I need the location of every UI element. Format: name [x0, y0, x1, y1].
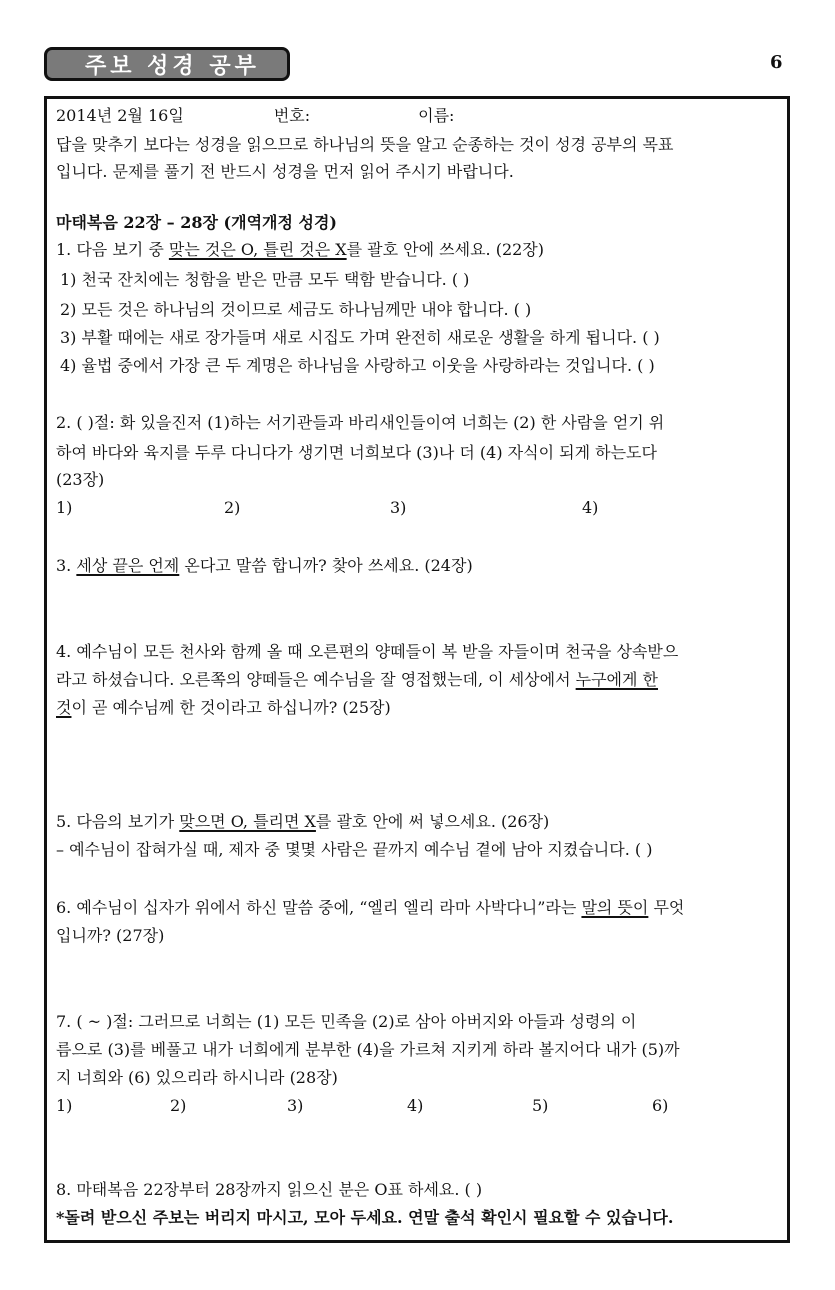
q3-pre: 3.	[56, 556, 77, 575]
q5-emphasis: 맞으면 O, 틀리면 X	[179, 812, 316, 831]
q2-line-1: 2. ( )절: 화 있을진저 (1)하는 서기관들과 바리새인들이여 너희는 (2) 한 사람을 얻기 위	[56, 413, 665, 432]
q2-answer-3: 3)	[390, 498, 407, 517]
number-label: 번호:	[273, 106, 311, 125]
q1-item-3: 3) 부활 때에는 새로 장가들며 새로 시집도 가며 완전히 새로운 생활을 하게 됩니다. ( )	[60, 328, 660, 347]
q2-answer-4: 4)	[582, 498, 599, 517]
q4-emphasis-cont: 것	[56, 698, 72, 717]
q4-line-3-text: 이 곧 예수님께 한 것이라고 하십니까? (25장)	[71, 698, 391, 717]
q6-emphasis: 말의 뜻이	[581, 898, 649, 917]
intro-line-2: 입니다. 문제를 풀기 전 반드시 성경을 먼저 읽어 주시기 바랍니다.	[56, 162, 514, 181]
q5-item: – 예수님이 잡혀가실 때, 제자 중 몇몇 사람은 끝까지 예수님 곁에 남아 지켰습니다. ( )	[56, 840, 653, 859]
q7-line-1: 7. ( ~ )절: 그러므로 너희는 (1) 모든 민족을 (2)로 삼아 아버지와 아들과 성령의 이	[56, 1012, 637, 1031]
question-6	[56, 898, 684, 918]
q1-item-2: 2) 모든 것은 하나님의 것이므로 세금도 하나님께만 내야 합니다. ( )	[60, 300, 532, 319]
q6-post: 무엇	[648, 898, 685, 917]
q2-line-2: 하여 바다와 육지를 두루 다니다가 생기면 너희보다 (3)나 더 (4) 자식이 되게 하는도다	[56, 443, 657, 462]
question-5	[56, 812, 549, 832]
q4-line-3	[56, 698, 391, 718]
footer-note: *돌려 받으신 주보는 버리지 마시고, 모아 두세요. 연말 출석 확인시 필요할 수 있습니다.	[56, 1208, 674, 1227]
q7-answer-1: 1)	[56, 1096, 73, 1115]
intro-line-1: 답을 맞추기 보다는 성경을 읽으므로 하나님의 뜻을 알고 순종하는 것이 성경 공부의 목표	[56, 135, 674, 154]
q4-emphasis: 누구에게 한	[575, 670, 659, 689]
page-number: 6	[770, 52, 783, 73]
q7-answer-4: 4)	[407, 1096, 424, 1115]
question-3	[56, 556, 473, 576]
q7-line-2: 름으로 (3)를 베풀고 내가 너희에게 분부한 (4)을 가르쳐 지키게 하라 볼지어다 내가 (5)까	[56, 1040, 680, 1059]
name-label: 이름:	[418, 106, 455, 125]
q2-answer-2: 2)	[224, 498, 241, 517]
q2-line-3: (23장)	[56, 470, 105, 489]
q1-post: 를 괄호 안에 쓰세요. (22장)	[346, 240, 545, 259]
q5-post: 를 괄호 안에 써 넣으세요. (26장)	[315, 812, 550, 831]
q3-emphasis: 세상 끝은 언제	[76, 556, 180, 575]
q7-answer-3: 3)	[287, 1096, 304, 1115]
q5-pre: 5. 다음의 보기가	[56, 812, 180, 831]
title-text: 주보 성경 공부	[85, 53, 260, 79]
q7-answer-6: 6)	[652, 1096, 669, 1115]
question-1	[56, 240, 544, 260]
q3-post: 온다고 말씀 합니까? 찾아 쓰세요. (24장)	[179, 556, 473, 575]
q4-line-1: 4. 예수님이 모든 천사와 함께 올 때 오른편의 양떼들이 복 받을 자들이며 천국을 상속받으	[56, 642, 679, 661]
info-line	[56, 106, 454, 126]
q6-line-2: 입니까? (27장)	[56, 926, 165, 945]
q1-item-4: 4) 율법 중에서 가장 큰 두 계명은 하나님을 사랑하고 이웃을 사랑하라는 것입니다. ( )	[60, 356, 655, 375]
q6-pre: 6. 예수님이 십자가 위에서 하신 말씀 중에, “엘리 엘리 라마 사박다니”라는	[56, 898, 582, 917]
q1-pre: 1. 다음 보기 중	[56, 240, 169, 259]
q4-line-2-text: 라고 하셨습니다. 오른쪽의 양떼들은 예수님을 잘 영접했는데, 이 세상에서	[56, 670, 576, 689]
q1-item-1: 1) 천국 잔치에는 청함을 받은 만큼 모두 택함 받습니다. ( )	[60, 270, 470, 289]
q7-line-3: 지 너희와 (6) 있으리라 하시니라 (28장)	[56, 1068, 338, 1087]
q1-emphasis: 맞는 것은 O, 틀린 것은 X	[168, 240, 347, 259]
page-title	[44, 47, 290, 81]
q7-answer-2: 2)	[170, 1096, 187, 1115]
q7-answer-5: 5)	[532, 1096, 549, 1115]
q4-line-2	[56, 670, 658, 690]
question-8: 8. 마태복음 22장부터 28장까지 읽으신 분은 O표 하세요. ( )	[56, 1180, 483, 1199]
section-title: 마태복음 22장 – 28장 (개역개정 성경)	[56, 213, 337, 232]
q2-answer-1: 1)	[56, 498, 73, 517]
date: 2014년 2월 16일	[56, 106, 184, 125]
